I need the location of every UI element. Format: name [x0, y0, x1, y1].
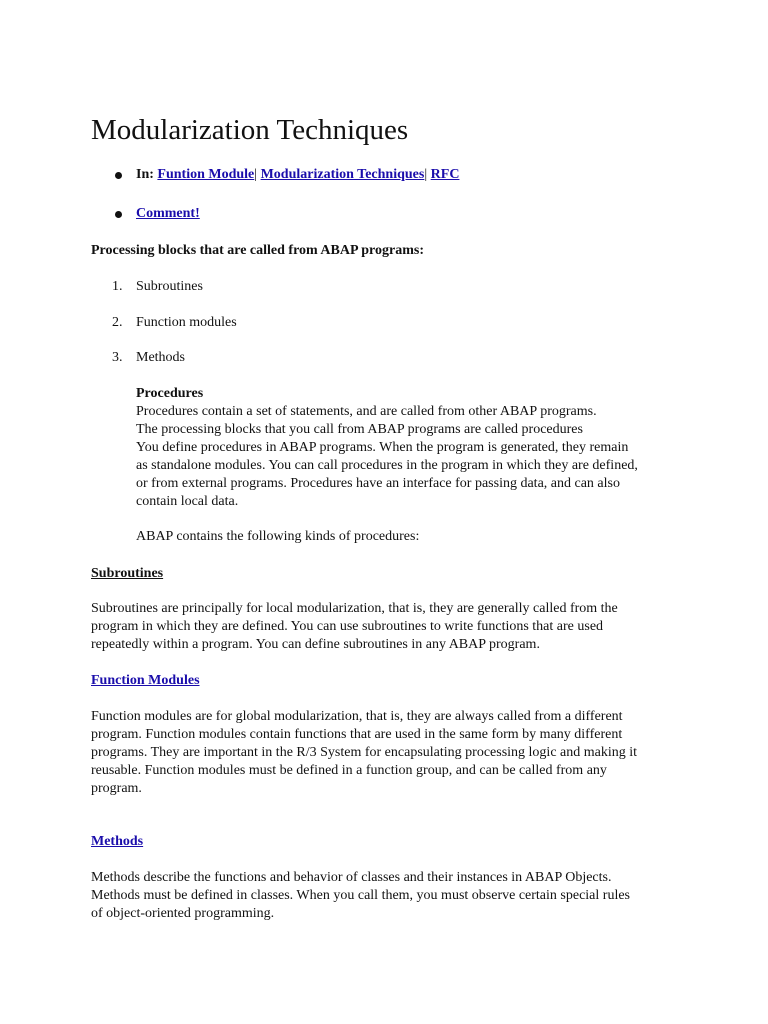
page-title: Modularization Techniques: [91, 114, 409, 146]
methods-heading-link[interactable]: Methods: [91, 834, 144, 849]
category-link-funtion-module[interactable]: Funtion Module: [157, 167, 255, 182]
bullet-icon: [115, 172, 122, 179]
category-link-modularization-techniques[interactable]: Modularization Techniques: [260, 167, 425, 182]
function-modules-heading-link[interactable]: Function Modules: [91, 673, 200, 688]
subroutines-line: Subroutines are principally for local modularization, that is, they are generally called from the: [91, 601, 618, 616]
procedures-kinds: ABAP contains the following kinds of procedures:: [136, 529, 420, 544]
list-item-text: Methods: [136, 350, 185, 365]
list-number: 3.: [112, 350, 123, 365]
subroutines-line: repeatedly within a program. You can define subroutines in any ABAP program.: [91, 637, 540, 652]
bullet-icon: [115, 211, 122, 218]
function-modules-line: Function modules are for global modularization, that is, they are always called from a different: [91, 709, 623, 724]
subroutines-line: program in which they are defined. You can use subroutines to write functions that are used: [91, 619, 604, 634]
function-modules-line: program.: [91, 781, 142, 796]
procedures-line: You define procedures in ABAP programs. When the program is generated, they remain: [136, 440, 629, 455]
methods-line: of object-oriented programming.: [91, 906, 275, 921]
list-number: 2.: [112, 315, 123, 330]
intro-text: Processing blocks that are called from ABAP programs:: [91, 243, 424, 258]
methods-line: Methods describe the functions and behavior of classes and their instances in ABAP Objects.: [91, 870, 612, 885]
procedures-line: Procedures contain a set of statements, and are called from other ABAP programs.: [136, 404, 597, 419]
function-modules-line: programs. They are important in the R/3 System for encapsulating processing logic and making it: [91, 745, 638, 760]
procedures-line: as standalone modules. You can call procedures in the program in which they are defined,: [136, 458, 638, 473]
in-label: In:: [136, 167, 154, 182]
procedures-heading: Procedures: [136, 386, 204, 401]
category-separator: |: [424, 167, 428, 182]
comment-link[interactable]: Comment!: [136, 206, 200, 221]
category-separator: |: [254, 167, 258, 182]
list-item-text: Function modules: [136, 315, 237, 330]
function-modules-line: program. Function modules contain functions that are used in the same form by many different: [91, 727, 623, 742]
category-link-rfc[interactable]: RFC: [430, 167, 460, 182]
procedures-line: The processing blocks that you call from ABAP programs are called procedures: [136, 422, 583, 437]
methods-line: Methods must be defined in classes. When you call them, you must observe certain special rules: [91, 888, 630, 903]
subroutines-heading: Subroutines: [91, 566, 164, 581]
procedures-line: contain local data.: [136, 494, 239, 509]
list-number: 1.: [112, 279, 123, 294]
function-modules-line: reusable. Function modules must be defined in a function group, and can be called from any: [91, 763, 607, 778]
list-item-text: Subroutines: [136, 279, 203, 294]
procedures-line: or from external programs. Procedures have an interface for passing data, and can also: [136, 476, 620, 491]
